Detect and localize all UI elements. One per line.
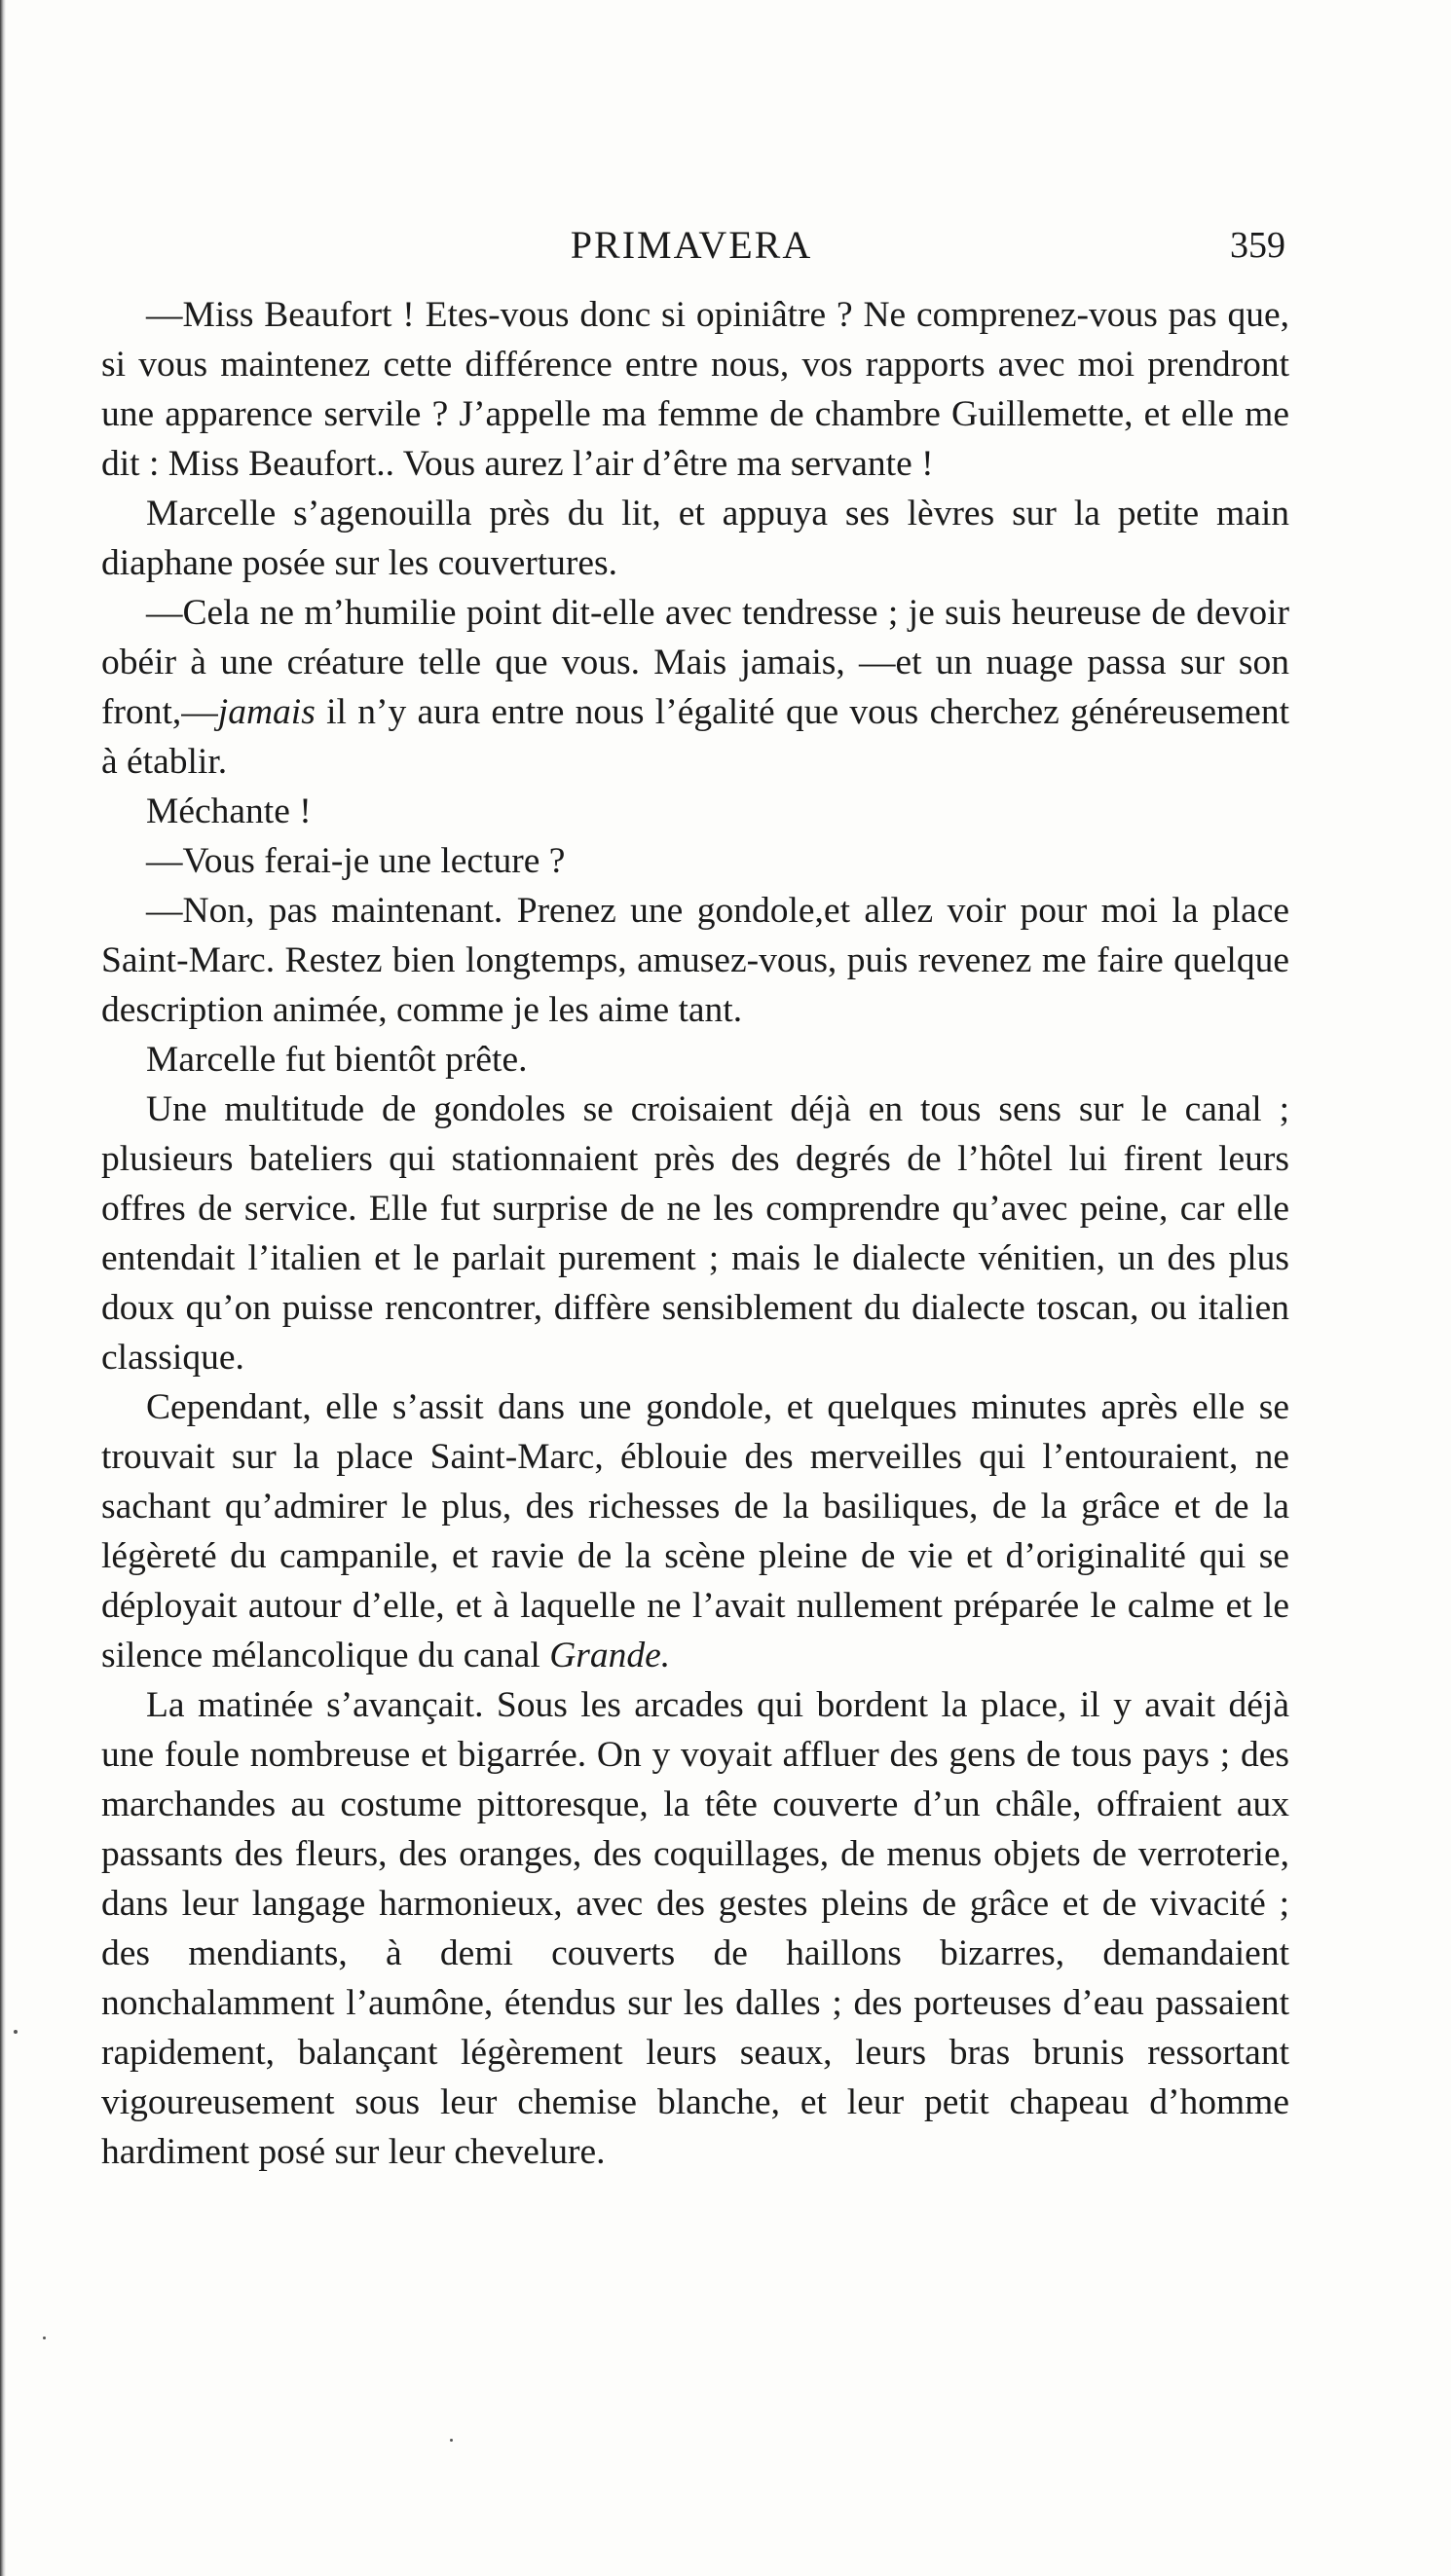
- paragraph-text: Cependant, elle s’assit dans une gondole, et quelques minutes après elle se trouvait sur la place Saint-Marc, éblouie des merveilles qui l’entouraient, ne sachant qu’admirer le plus, des richesses de la basiliques, de la grâce et de la légèreté du campanile, et ravie de la scène pleine de vie et d’originalité qui se déployait autour d’elle, et à laquelle ne l’avait nullement préparée le calme et le silence mélancolique du canal: [101, 1387, 1289, 1675]
- paragraph-text: il n’y aura entre nous l’égalité que vous cherchez généreusement à établir.: [101, 692, 1289, 782]
- italic-word: Grande.: [549, 1636, 671, 1675]
- paragraph: [101, 588, 1289, 787]
- paragraph: [101, 1382, 1289, 1680]
- paragraph: —Vous ferai-je une lecture ?: [146, 841, 566, 881]
- paragraph: —Miss Beaufort ! Etes-vous donc si opiniâtre ? Ne comprenez-vous pas que, si vous maintenez cette différence entre nous, vos rapports avec moi prendront une apparence servile ? J’appelle ma femme de chambre Guillemette, et elle me dit : Miss Beaufort.. Vous aurez l’air d’être ma servante !: [101, 295, 1289, 484]
- running-title: PRIMAVERA: [570, 223, 813, 267]
- body-text: [101, 290, 1289, 2177]
- paragraph: La matinée s’avançait. Sous les arcades qui bordent la place, il y avait déjà une foule nombreuse et bigarrée. On y voyait affluer des gens de tous pays ; des marchandes au costume pittoresque, la tête couverte d’un châle, offraient aux passants des fleurs, des oranges, des coquillages, de menus objets de verroterie, dans leur langage harmonieux, avec des gestes pleins de grâce et de vivacité ; des mendiants, à demi couverts de haillons bizarres, demandaient nonchalamment l’aumône, étendus sur les dalles ; des porteuses d’eau passaient rapidement, balançant légèrement leurs seaux, leurs bras brunis ressortant vigoureusement sous leur chemise blanche, et leur petit chapeau d’homme hardiment posé sur leur chevelure.: [101, 1685, 1289, 2172]
- scan-speck: [450, 2439, 453, 2442]
- paragraph: Une multitude de gondoles se croisaient déjà en tous sens sur le canal ; plusieurs bateliers qui stationnaient près des degrés de l’hôtel lui firent leurs offres de service. Elle fut surprise de ne les comprendre qu’avec peine, car elle entendait l’italien et le parlait purement ; mais le dialecte vénitien, un des plus doux qu’on puisse rencontrer, diffère sensiblement du dialecte toscan, ou italien classique.: [101, 1089, 1289, 1378]
- paragraph-text: —Cela ne m’humilie point dit-elle avec tendresse ; je suis heureuse de devoir obéir à une créature telle que vous. Mais jamais, —et un nuage passa sur son front,—: [101, 593, 1289, 732]
- paragraph: Marcelle s’agenouilla près du lit, et appuya ses lèvres sur la petite main diaphane posée sur les couvertures.: [101, 494, 1289, 583]
- page-binding-edge: [0, 0, 6, 2576]
- paragraph: Marcelle fut bientôt prête.: [146, 1040, 528, 1080]
- italic-word: jamais: [217, 692, 316, 732]
- paragraph: Méchante !: [146, 791, 312, 831]
- page-header: [97, 216, 1285, 275]
- paragraph: —Non, pas maintenant. Prenez une gondole,et allez voir pour moi la place Saint-Marc. Restez bien longtemps, amusez-vous, puis revenez me faire quelque description animée, comme je les aime tant.: [101, 891, 1289, 1030]
- page-number: 359: [1230, 225, 1285, 266]
- scan-speck: [14, 2030, 18, 2034]
- scan-speck: [43, 2337, 46, 2339]
